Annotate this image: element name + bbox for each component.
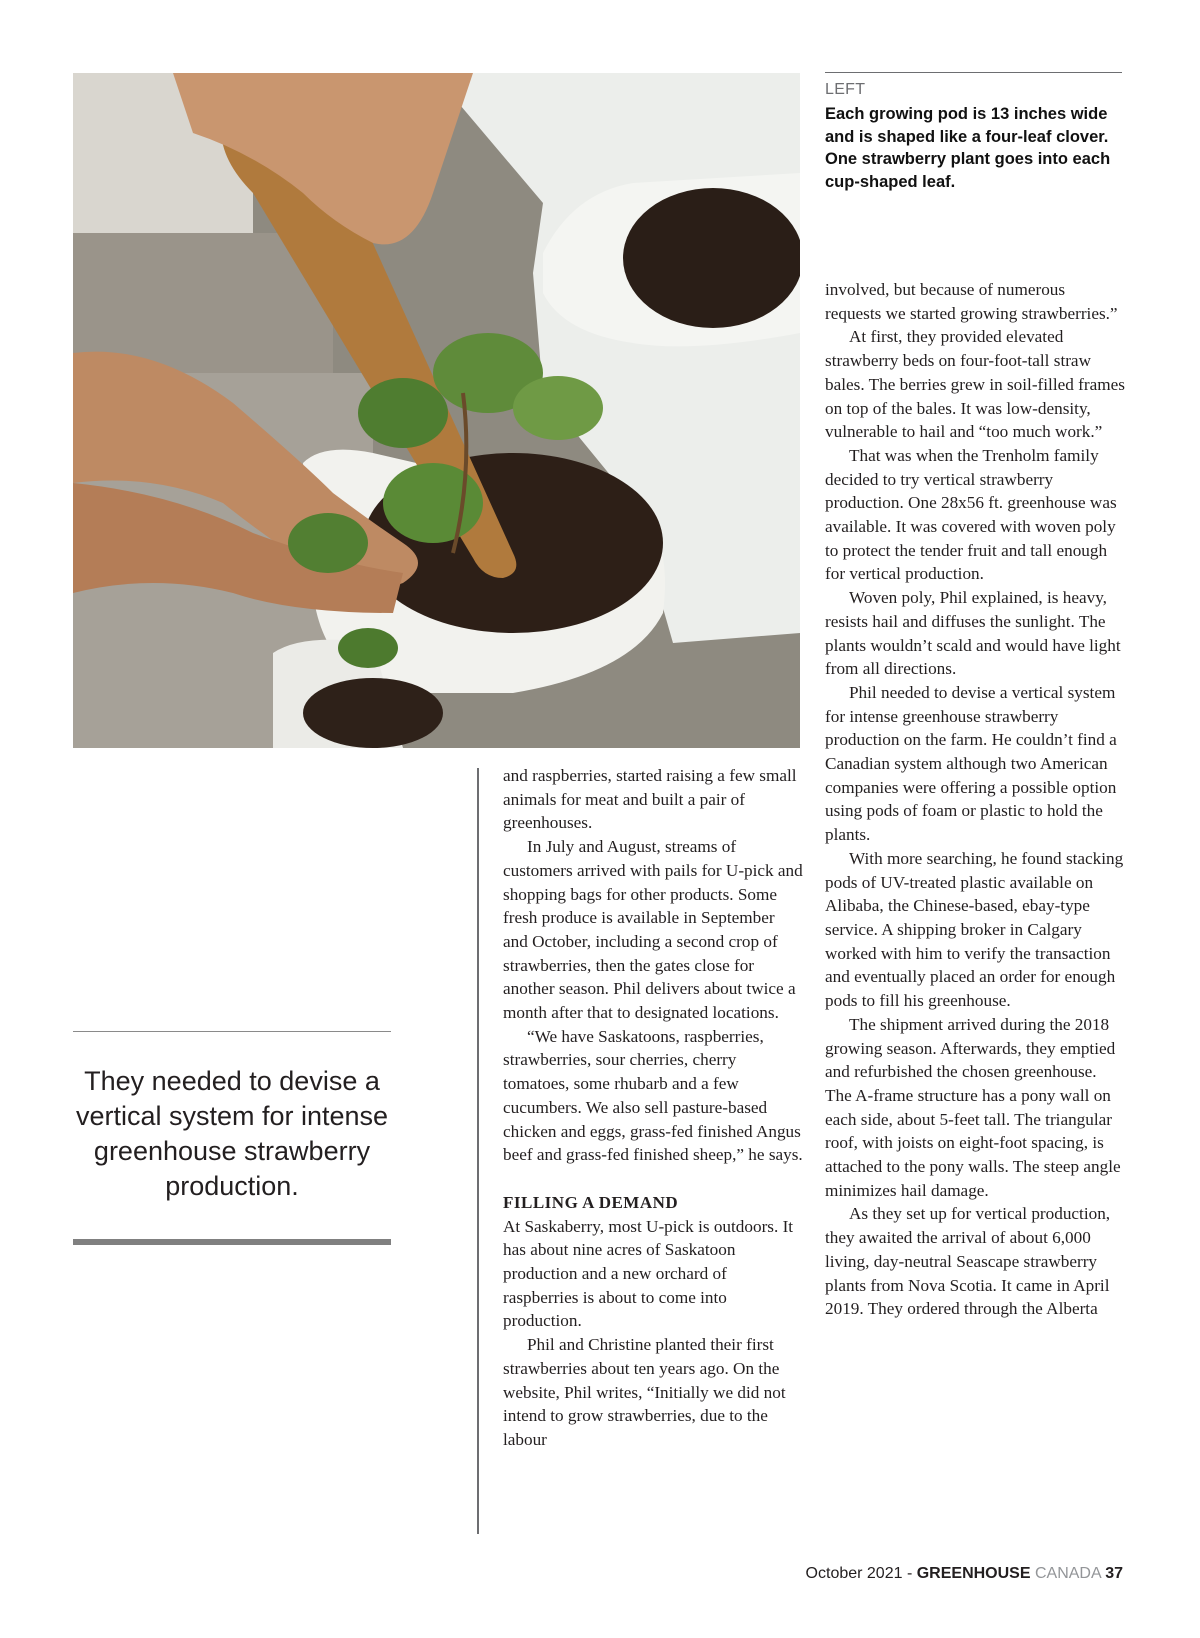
paragraph: With more searching, he found stacking pods of UV-treated plastic available on Alibaba, the Chinese-based, ebay-type service. A shipping broker in Calgary worked with him to verify the transaction and eventually placed an order for enough pods to fill his greenhouse.	[825, 848, 1124, 1011]
paragraph: Woven poly, Phil explained, is heavy, resists hail and diffuses the sunlight. The plants wouldn’t scald and would have light from all directions.	[825, 588, 1121, 679]
article-column-right	[825, 278, 1125, 1321]
paragraph: As they set up for vertical production, they awaited the arrival of about 6,000 living, day-neutral Seascape strawberry plants from Nova Scotia. It came in April 2019. They ordered through the Alberta	[825, 1204, 1111, 1319]
strawberry-planting-photo	[73, 73, 800, 748]
paragraph: At first, they provided elevated strawberry beds on four-foot-tall straw bales. The berries grew in soil-filled frames on top of the bales. It was low-density, vulnerable to hail and “too much work.”	[825, 327, 1125, 442]
paragraph: “We have Saskatoons, raspberries, strawberries, sour cherries, cherry tomatoes, some rhubarb and a few cucumbers. We also sell pasture-based chicken and eggs, grass-fed finished Angus beef and grass-fed finished sheep,” he says.	[503, 1026, 803, 1165]
footer-brand: GREENHOUSE	[916, 1565, 1031, 1582]
paragraph: In July and August, streams of customers arrived with pails for U-pick and shopping bags for other products. Some fresh produce is available in September and October, including a second crop of strawberries, then the gates close for another season. Phil delivers about twice a month after that to designated locations.	[503, 837, 803, 1023]
paragraph: involved, but because of numerous requests we started growing strawberries.”	[825, 280, 1118, 323]
pull-quote-bottom-rule	[73, 1239, 391, 1245]
footer-date: October 2021 -	[805, 1565, 917, 1582]
pull-quote-top-rule	[73, 1031, 391, 1032]
paragraph: At Saskaberry, most U-pick is outdoors. It has about nine acres of Saskatoon production and a new orchard of raspberries is about to come into production.	[503, 1216, 794, 1331]
pull-quote: They needed to devise a vertical system for intense greenhouse strawberry production.	[75, 1066, 389, 1201]
paragraph: That was when the Trenholm family decided to try vertical strawberry production. One 28x56 ft. greenhouse was available. It was covered with woven poly to protect the tender fruit and tall enough for vertical production.	[825, 445, 1117, 584]
caption-rule	[825, 72, 1122, 73]
section-subhead: FILLING A DEMAND	[503, 1192, 679, 1212]
paragraph: The shipment arrived during the 2018 growing season. Afterwards, they emptied and refurbished the chosen greenhouse. The A-frame structure has a pony wall on each side, about 5-feet tall. The triangular roof, with joists on eight-foot spacing, is attached to the pony walls. The steep angle minimizes hail damage.	[825, 1014, 1121, 1200]
photo-caption: Each growing pod is 13 inches wide and is shaped like a four-leaf clover. One strawberry plant goes into each cup-shaped leaf.	[825, 105, 1111, 191]
article-column-middle	[503, 764, 803, 1452]
column-divider	[477, 768, 479, 1534]
caption-tag: LEFT	[825, 81, 866, 98]
footer-brand-suffix: CANADA	[1030, 1565, 1106, 1582]
page-footer	[806, 1565, 1123, 1583]
page-number: 37	[1105, 1565, 1123, 1582]
paragraph: Phil and Christine planted their first strawberries about ten years ago. On the website, Phil writes, “Initially we did not intend to grow strawberries, due to the labour	[503, 1335, 786, 1449]
paragraph: Phil needed to devise a vertical system for intense greenhouse strawberry production on the farm. He couldn’t find a Canadian system although two American companies were offering a possible option using pods of foam or plastic to hold the plants.	[825, 682, 1117, 845]
paragraph: and raspberries, started raising a few small animals for meat and built a pair of greenhouses.	[503, 766, 797, 833]
